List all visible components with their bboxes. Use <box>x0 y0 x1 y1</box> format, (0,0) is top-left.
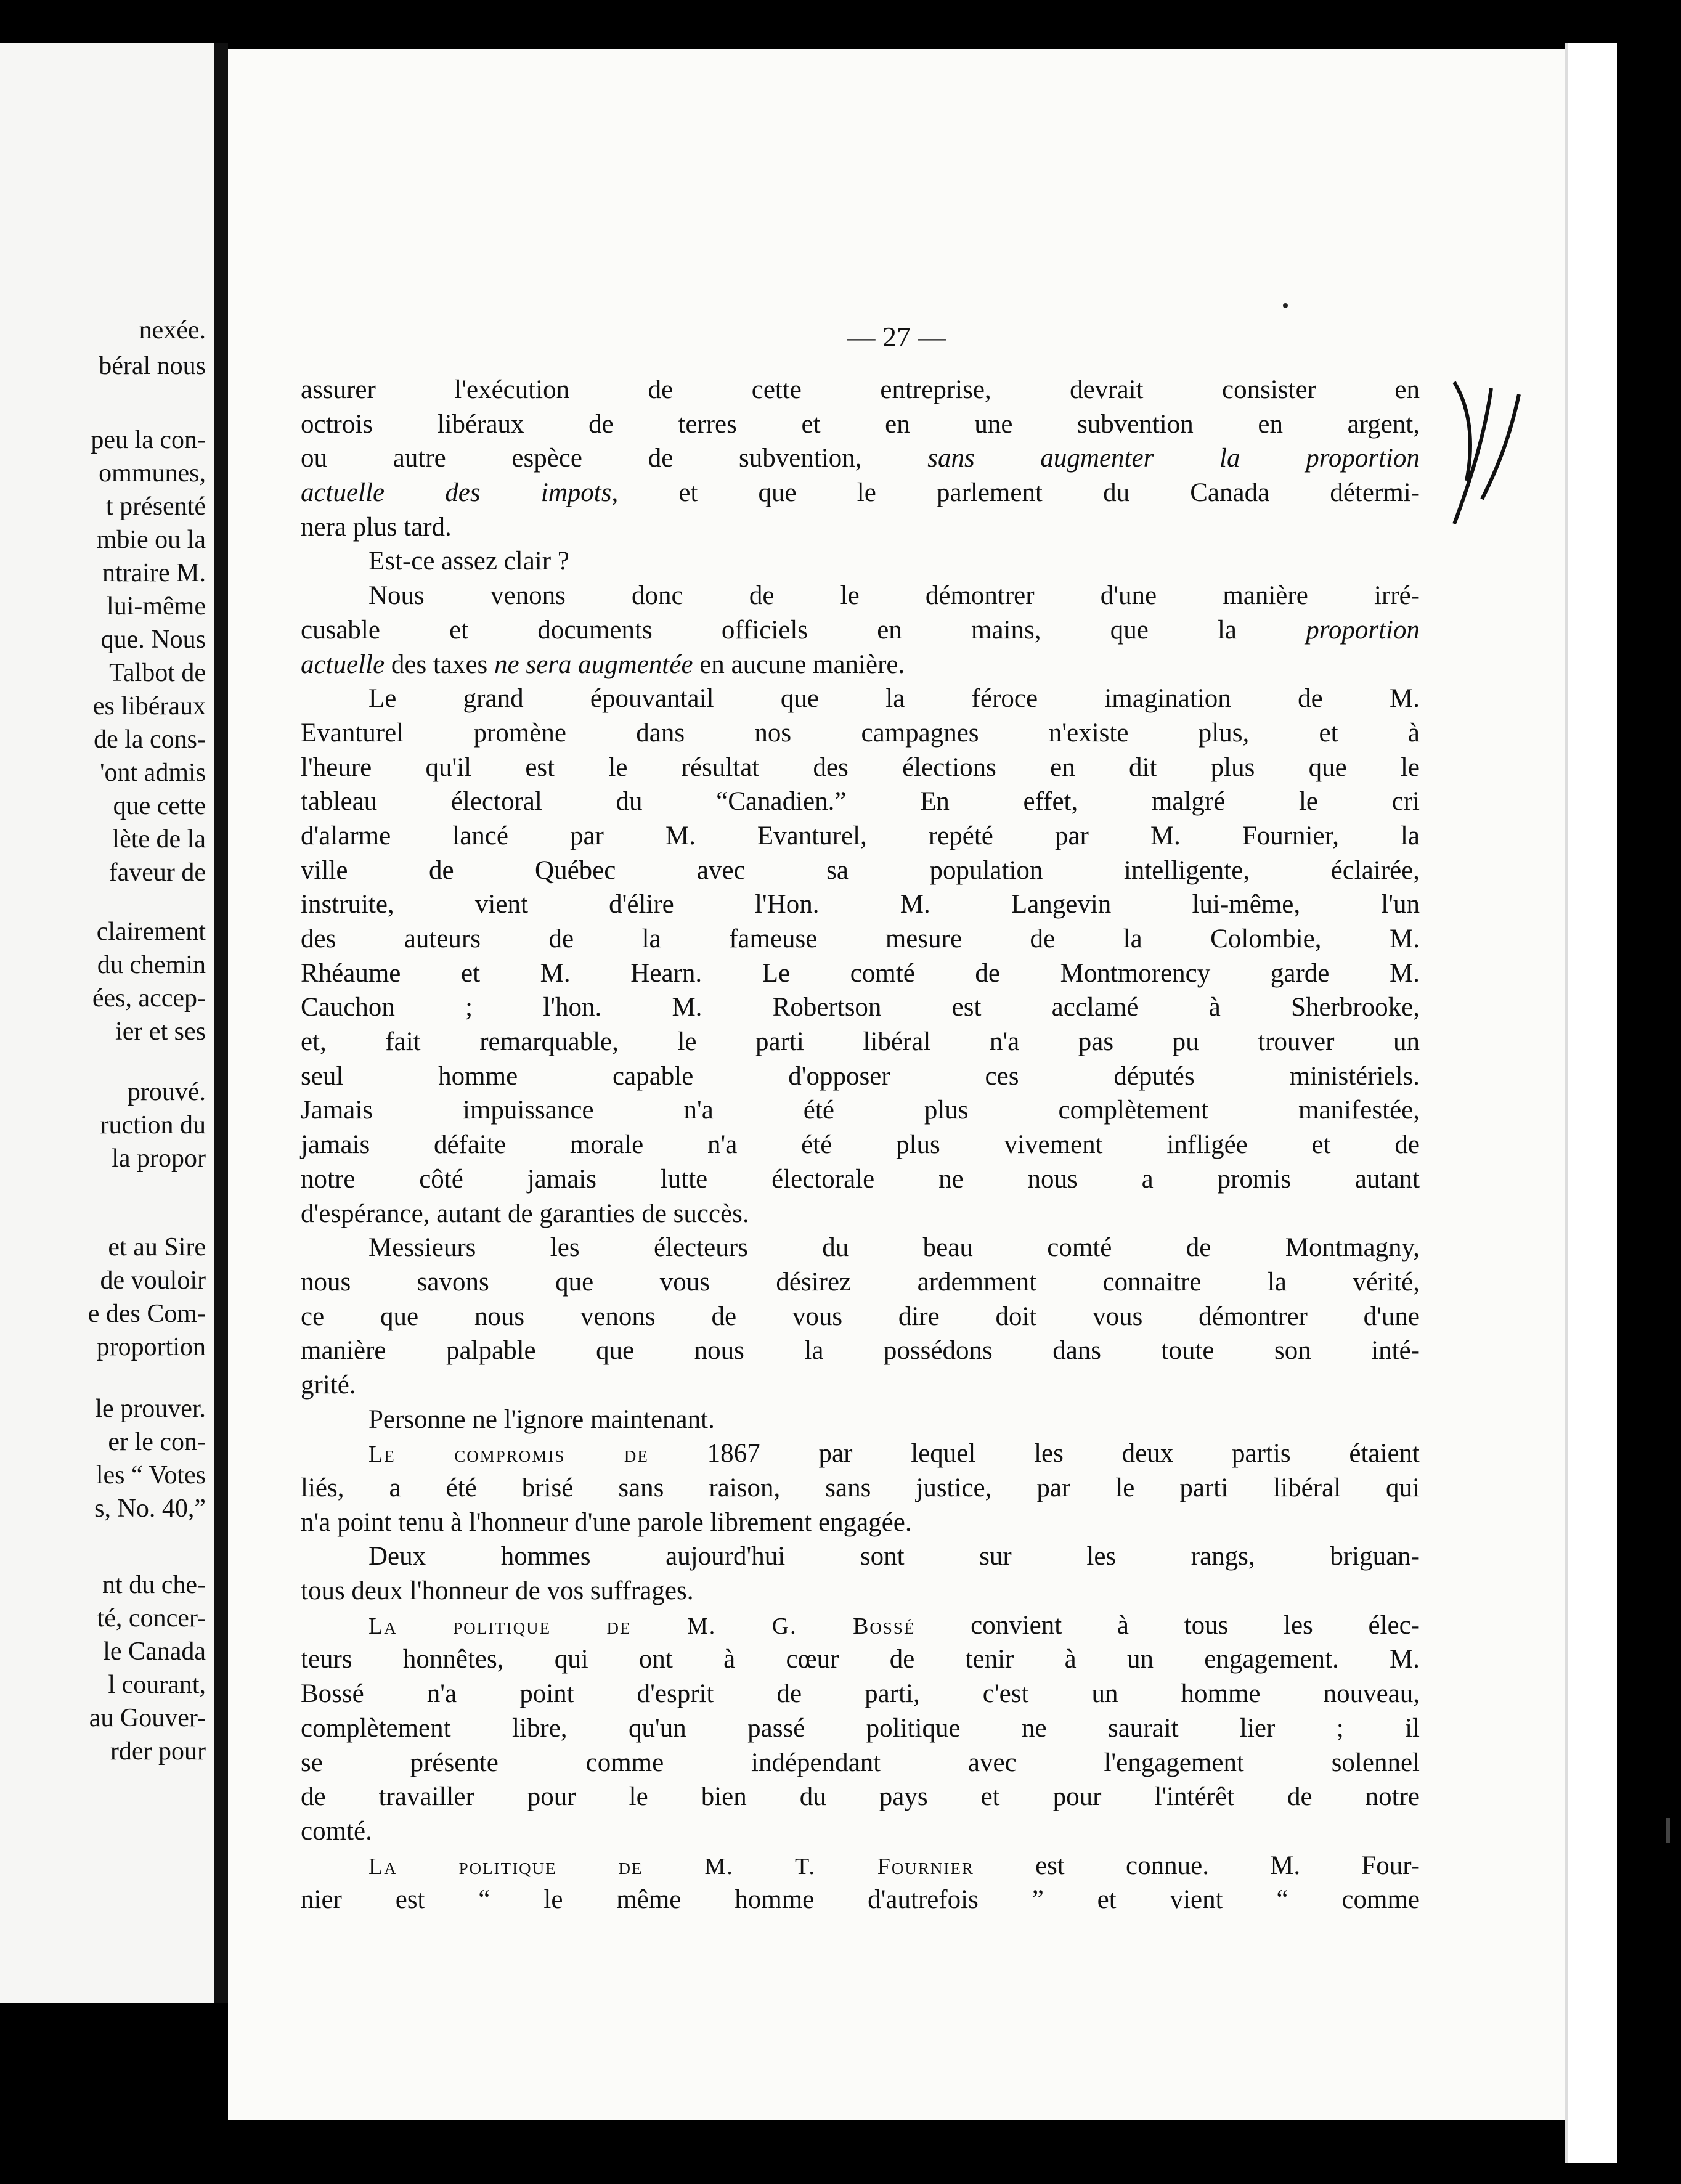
text-line: se présente comme indépendant avec l'engagement solennel <box>301 1748 1420 1777</box>
left-page-line: lui-même <box>107 592 206 621</box>
text-line: de travailler pour le bien du pays et pour l'intérêt de notre <box>301 1782 1420 1812</box>
text-line: Le grand épouvantail que la féroce imagination de M. <box>368 684 1420 714</box>
text-line: Est-ce assez clair ? <box>368 547 569 576</box>
book-gutter <box>214 43 228 2003</box>
left-page-line: de la cons- <box>94 725 206 754</box>
body-text <box>301 373 1420 1917</box>
text-line: seul homme capable d'opposer ces députés ministériels. <box>301 1061 1420 1091</box>
ink-speck <box>1283 303 1288 308</box>
document-page <box>228 49 1565 2120</box>
page-number: — 27 — <box>847 321 946 352</box>
left-page-line: l courant, <box>108 1671 206 1699</box>
margin-tick <box>1666 1818 1670 1843</box>
left-page-line: le prouver. <box>95 1395 206 1423</box>
left-page-line: béral nous <box>99 352 206 380</box>
text-line: Nous venons donc de le démontrer d'une manière irré- <box>368 581 1420 611</box>
text-line: Cauchon ; l'hon. M. Robertson est acclamé à Sherbrooke, <box>301 993 1420 1022</box>
text-line: l'heure qu'il est le résultat des élections en dit plus que le <box>301 752 1420 782</box>
text-line: Bossé n'a point d'esprit de parti, c'est un homme nouveau, <box>301 1679 1420 1709</box>
text-line: ville de Québec avec sa population intelligente, éclairée, <box>301 855 1420 885</box>
text-line: tableau électoral du “Canadien.” En effet, malgré le cri <box>301 787 1420 817</box>
text-line: comté. <box>301 1816 372 1846</box>
text-line: des auteurs de la fameuse mesure de la Colombie, M. <box>301 924 1420 953</box>
left-page-line: ées, accep- <box>92 984 206 1013</box>
text-line: Evanturel promène dans nos campagnes n'existe plus, et à <box>301 718 1420 748</box>
text-line: d'espérance, autant de garanties de succès. <box>301 1199 749 1228</box>
left-page-line: clairement <box>96 918 206 946</box>
text-line: cusable et documents officiels en mains, que la proportion <box>301 615 1420 645</box>
left-page-line: s, No. 40,” <box>94 1494 206 1523</box>
left-page-line: proportion <box>96 1333 206 1361</box>
left-page-line: peu la con- <box>91 426 206 454</box>
text-line: actuelle des impots, et que le parlement du Canada détermi- <box>301 478 1420 508</box>
left-page-line: mbie ou la <box>96 526 206 554</box>
left-page-line: nexée. <box>139 316 206 344</box>
margin-annotation-mark <box>1448 376 1528 536</box>
text-line: Personne ne l'ignore maintenant. <box>368 1404 715 1434</box>
text-line: nous savons que vous désirez ardemment connaitre la vérité, <box>301 1267 1420 1297</box>
text-line: La politique de M. G. Bossé convient à tous les élec- <box>368 1610 1420 1640</box>
left-page-line: lète de la <box>112 825 206 854</box>
text-line: notre côté jamais lutte électorale ne nous a promis autant <box>301 1164 1420 1194</box>
left-page-line: les “ Votes <box>96 1461 206 1489</box>
left-page-line: t présenté <box>105 492 206 521</box>
text-line: ce que nous venons de vous dire doit vous démontrer d'une <box>301 1302 1420 1331</box>
text-line: tous deux l'honneur de vos suffrages. <box>301 1576 694 1606</box>
left-page-line: et au Sire <box>108 1233 206 1261</box>
text-line: liés, a été brisé sans raison, sans justice, par le parti libéral qui <box>301 1473 1420 1502</box>
left-page-line: es libéraux <box>92 692 206 720</box>
text-line: Messieurs les électeurs du beau comté de Montmagny, <box>368 1233 1420 1263</box>
text-line: Rhéaume et M. Hearn. Le comté de Montmorency garde M. <box>301 958 1420 988</box>
left-page-line: la propor <box>112 1144 206 1173</box>
text-line: grité. <box>301 1370 356 1400</box>
left-page-line: que. Nous <box>100 625 206 654</box>
text-line: jamais défaite morale n'a été plus vivement infligée et de <box>301 1130 1420 1160</box>
left-page-line: ntraire M. <box>102 559 206 587</box>
left-page-line: ier et ses <box>115 1017 206 1046</box>
previous-page-fragment <box>0 43 214 2003</box>
text-line: La politique de M. T. Fournier est connue. M. Four- <box>368 1851 1420 1880</box>
left-page-line: de vouloir <box>100 1266 206 1295</box>
left-page-line: le Canada <box>103 1637 206 1666</box>
text-line: nier est “ le même homme d'autrefois ” et vient “ comme <box>301 1885 1420 1915</box>
text-line: Jamais impuissance n'a été plus complètement manifestée, <box>301 1096 1420 1125</box>
left-page-line: ommunes, <box>99 459 206 487</box>
left-page-line: Talbot de <box>109 659 206 687</box>
text-line: et, fait remarquable, le parti libéral n'a pas pu trouver un <box>301 1027 1420 1057</box>
text-line: Le compromis de 1867 par lequel les deux partis étaient <box>368 1439 1420 1469</box>
text-line: n'a point tenu à l'honneur d'une parole librement engagée. <box>301 1507 912 1537</box>
text-line: ou autre espèce de subvention, sans augmenter la proportion <box>301 444 1420 473</box>
text-line: octrois libéraux de terres et en une subvention en argent, <box>301 409 1420 439</box>
left-page-line: faveur de <box>108 858 206 887</box>
text-line: nera plus tard. <box>301 512 452 542</box>
text-line: assurer l'exécution de cette entreprise, devrait consister en <box>301 375 1420 404</box>
left-page-line: e des Com- <box>88 1300 206 1328</box>
text-line: d'alarme lancé par M. Evanturel, repété par M. Fournier, la <box>301 821 1420 850</box>
left-page-line: 'ont admis <box>99 759 206 787</box>
left-page-line: nt du che- <box>102 1571 206 1599</box>
left-page-line: rder pour <box>110 1737 206 1766</box>
text-line: complètement libre, qu'un passé politique ne saurait lier ; il <box>301 1713 1420 1743</box>
left-page-line: au Gouver- <box>89 1704 206 1732</box>
left-page-line: er le con- <box>108 1428 206 1456</box>
left-page-line: que cette <box>113 792 206 820</box>
text-line: actuelle des taxes ne sera augmentée en aucune manière. <box>301 650 905 679</box>
left-page-line: ruction du <box>100 1111 206 1139</box>
page-edge <box>1565 43 1617 2163</box>
text-line: instruite, vient d'élire l'Hon. M. Langevin lui-même, l'un <box>301 890 1420 919</box>
text-line: Deux hommes aujourd'hui sont sur les rangs, briguan- <box>368 1542 1420 1571</box>
text-line: manière palpable que nous la possédons dans toute son inté- <box>301 1336 1420 1366</box>
left-page-line: té, concer- <box>97 1604 206 1632</box>
text-line: teurs honnêtes, qui ont à cœur de tenir à un engagement. M. <box>301 1645 1420 1674</box>
left-page-line: du chemin <box>97 951 206 979</box>
left-page-line: prouvé. <box>127 1078 206 1106</box>
